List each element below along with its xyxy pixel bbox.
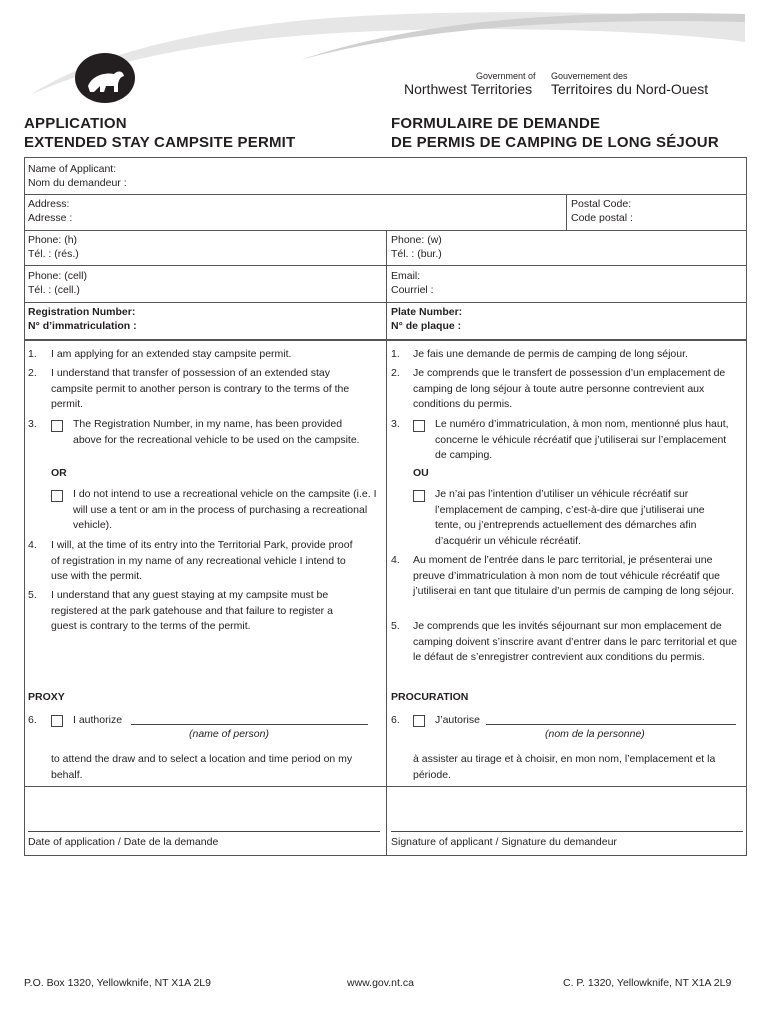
fr-item5-number: 5. <box>391 620 400 632</box>
en-item1: I am applying for an extended stay campsite permit. <box>51 348 292 360</box>
phone-w-label-en: Phone: (w) <box>391 234 442 246</box>
fr-item3a: Le numéro d’immatriculation, à mon nom, mentionné plus haut, concerne le véhicule récréatif que j’utiliserai sur l’emplacement de camping. <box>435 418 729 461</box>
signature-line[interactable] <box>391 831 743 832</box>
fr-item6-number: 6. <box>391 714 400 726</box>
phone-h-label-en: Phone: (h) <box>28 234 78 246</box>
fr-item4: Au moment de l’entrée dans le parc territorial, je présenterai une preuve d’immatriculation à mon nom de tout véhicule récréatif que j’utiliserai en tant que titulaire d’un permis de camping de long séjour. <box>413 554 735 597</box>
fr-name-of-person-caption: (nom de la personne) <box>545 728 645 740</box>
en-authorize-label: I authorize <box>73 714 123 726</box>
email-label-fr: Courriel : <box>391 284 434 296</box>
en-name-of-person-caption: (name of person) <box>189 728 269 740</box>
fr-or-label: OU <box>413 467 429 479</box>
title-en-line2: EXTENDED STAY CAMPSITE PERMIT <box>24 134 296 151</box>
name-label-en: Name of Applicant: <box>28 163 117 175</box>
phone-c-label-fr: Tél. : (cell.) <box>28 284 80 296</box>
fr-item2: Je comprends que le transfert de possession d’un emplacement de camping de long séjour à toute autre personne contrevient aux conditions du permis. <box>413 367 726 410</box>
fr-authorize-label: J’autorise <box>435 714 480 726</box>
fr-item3-number: 3. <box>391 418 400 430</box>
title-fr-line2: DE PERMIS DE CAMPING DE LONG SÉJOUR <box>391 134 719 151</box>
postal-code-field[interactable] <box>571 197 633 225</box>
postal-label-fr: Code postal : <box>571 212 633 224</box>
phone-h-label-fr: Tél. : (rés.) <box>28 248 79 260</box>
fr-item1-number: 1. <box>391 348 400 360</box>
en-proxy-checkbox[interactable] <box>51 715 63 727</box>
en-item5-number: 5. <box>28 589 37 601</box>
title-en-line1: APPLICATION <box>24 115 127 132</box>
date-label: Date of application / Date de la demande <box>28 836 219 848</box>
en-registration-checkbox[interactable] <box>51 420 63 432</box>
date-line[interactable] <box>28 831 380 832</box>
gov-en-line2: Northwest Territories <box>404 81 533 97</box>
en-item2-number: 2. <box>28 367 37 379</box>
en-item2: I understand that transfer of possession of an extended stay campsite permit to another person is contrary to the terms of the permit. <box>51 367 350 410</box>
reg-label-en: Registration Number: <box>28 306 136 318</box>
name-label-fr: Nom du demandeur : <box>28 177 127 189</box>
phone-cell-field[interactable] <box>28 269 87 297</box>
fr-registration-checkbox[interactable] <box>413 420 425 432</box>
en-item3a: The Registration Number, in my name, has been provided above for the recreational vehicle to be used on the campsite. <box>73 418 360 446</box>
gov-fr-line2: Territoires du Nord-Ouest <box>551 81 709 97</box>
en-item6-number: 6. <box>28 714 37 726</box>
plate-label-en: Plate Number: <box>391 306 463 318</box>
en-proxy-name-line[interactable] <box>131 724 368 725</box>
fr-item4-number: 4. <box>391 554 400 566</box>
gov-fr-line1: Gouvernement des <box>551 71 628 81</box>
address-label-fr: Adresse : <box>28 212 73 224</box>
fr-item5: Je comprends que les invités séjournant sur mon emplacement de camping doivent s’inscrire avant d’entrer dans le parc territorial et que le défaut de s’enregistrer contrevient aux conditions du permis. <box>413 620 737 663</box>
en-item4-number: 4. <box>28 539 37 551</box>
fr-item3b: Je n’ai pas l’intention d’utiliser un véhicule récréatif sur l’emplacement de camping, c’est-à-dire que j’utiliserai une tente, ou j’entreprends actuellement des démarches afin d’acquérir un véhicule récréatif. <box>435 488 705 547</box>
footer-address-en: P.O. Box 1320, Yellowknife, NT X1A 2L9 <box>24 977 211 989</box>
en-item3-number: 3. <box>28 418 37 430</box>
en-item1-number: 1. <box>28 348 37 360</box>
fr-item1: Je fais une demande de permis de camping de long séjour. <box>413 348 688 360</box>
en-proxy-text: to attend the draw and to select a location and time period on my behalf. <box>51 753 353 781</box>
footer-address-fr: C. P. 1320, Yellowknife, NT X1A 2L9 <box>563 977 732 989</box>
footer-website: www.gov.nt.ca <box>347 977 414 989</box>
plate-label-fr: N° de plaque : <box>391 320 462 332</box>
en-no-rv-checkbox[interactable] <box>51 490 63 502</box>
email-label-en: Email: <box>391 270 421 282</box>
fr-item2-number: 2. <box>391 367 400 379</box>
en-proxy-heading: PROXY <box>28 691 65 703</box>
phone-home-field[interactable] <box>28 233 79 261</box>
fr-proxy-text: à assister au tirage et à choisir, en mon nom, l’emplacement et la période. <box>413 753 716 781</box>
fr-proxy-name-line[interactable] <box>486 724 736 725</box>
fr-proxy-checkbox[interactable] <box>413 715 425 727</box>
phone-w-label-fr: Tél. : (bur.) <box>391 248 442 260</box>
fr-proxy-heading: PROCURATION <box>391 691 469 703</box>
signature-label: Signature of applicant / Signature du demandeur <box>391 836 617 848</box>
phone-c-label-en: Phone: (cell) <box>28 270 87 282</box>
address-label-en: Address: <box>28 198 70 210</box>
address-field[interactable] <box>28 197 72 225</box>
gov-en-line1: Government of <box>476 71 536 81</box>
name-field[interactable] <box>28 162 127 190</box>
reg-label-fr: N° d’immatriculation : <box>28 320 137 332</box>
polar-bear-logo <box>74 52 136 104</box>
en-item5: I understand that any guest staying at my campsite must be registered at the park gatehouse and that failure to register a guest is contrary to the terms of the permit. <box>51 589 333 632</box>
phone-work-field[interactable] <box>391 233 442 261</box>
en-item3b: I do not intend to use a recreational vehicle on the campsite (i.e. I will use a tent or am in the process of purchasing a recreational vehicle). <box>73 488 377 531</box>
title-fr-line1: FORMULAIRE DE DEMANDE <box>391 115 601 132</box>
en-or-label: OR <box>51 467 67 479</box>
postal-label-en: Postal Code: <box>571 198 632 210</box>
en-item4: I will, at the time of its entry into the Territorial Park, provide proof of registration in my name of any recreational vehicle I intend to use with the permit. <box>51 539 353 582</box>
email-field[interactable] <box>391 269 434 297</box>
plate-number-field[interactable] <box>391 305 462 333</box>
registration-number-field[interactable] <box>28 305 137 333</box>
fr-no-rv-checkbox[interactable] <box>413 490 425 502</box>
